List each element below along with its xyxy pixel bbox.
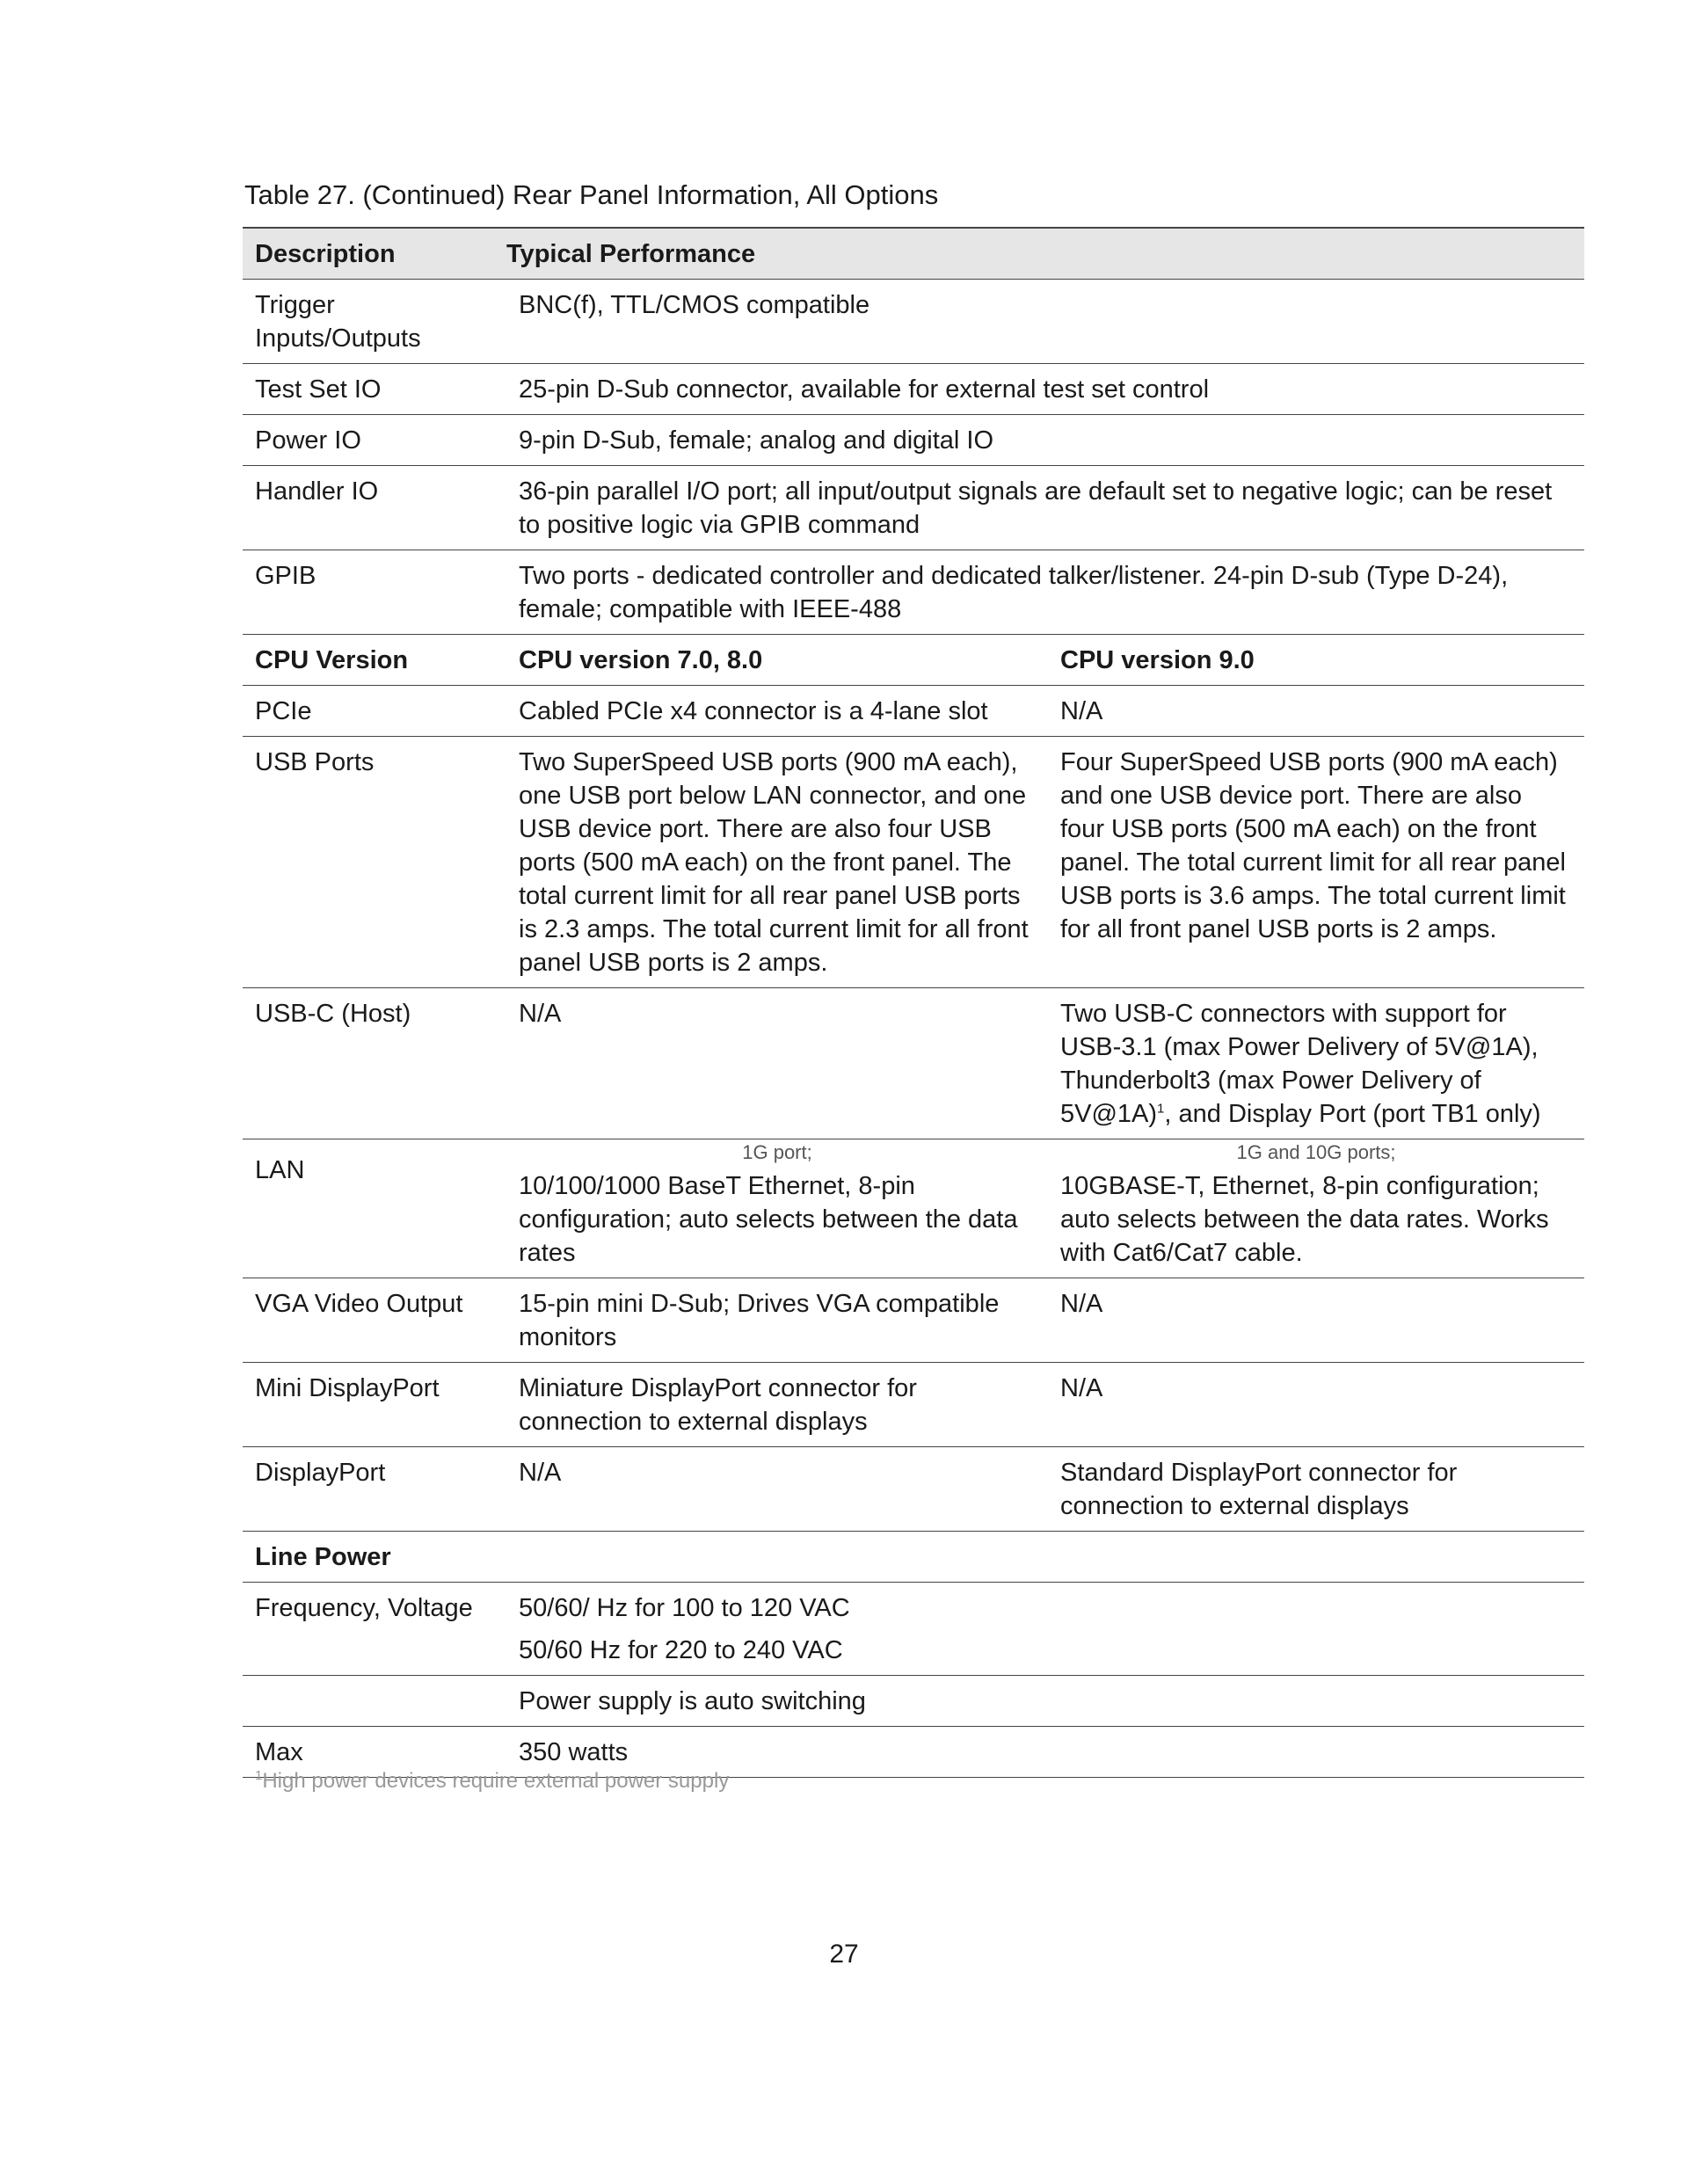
row-value-cpu78: N/A — [506, 988, 1048, 1139]
row-value-cpu9 — [1048, 988, 1584, 1139]
line-power-heading: Line Power — [243, 1532, 1584, 1583]
cpu-version-label: CPU Version — [243, 635, 506, 686]
footnote-ref: 1 — [1157, 1101, 1165, 1117]
lan-desc: 10GBASE-T, Ethernet, 8-pin configuration; auto selects between the data rates. Works with Cat6/Cat7 cable. — [1060, 1172, 1549, 1267]
row-label: DisplayPort — [243, 1447, 506, 1532]
cpu-version-9: CPU version 9.0 — [1048, 635, 1584, 686]
table-row — [243, 466, 1584, 550]
row-value: Two ports - dedicated controller and dedicated talker/listener. 24-pin D-sub (Type D-24), female; compatible with IEEE-488 — [506, 550, 1584, 635]
table-row — [243, 988, 1584, 1139]
line-power-header-row — [243, 1532, 1584, 1583]
row-value — [506, 1583, 1584, 1676]
table-row — [243, 737, 1584, 988]
row-value: BNC(f), TTL/CMOS compatible — [506, 280, 1584, 364]
table-row — [243, 1447, 1584, 1532]
lan-port-note: 1G and 10G ports; — [1236, 1141, 1396, 1163]
footnote-mark: 1 — [255, 1768, 263, 1783]
row-value-cpu9: N/A — [1048, 1278, 1584, 1363]
table-row — [243, 364, 1584, 415]
row-label: USB Ports — [243, 737, 506, 988]
row-label: Frequency, Voltage — [243, 1583, 506, 1676]
usbc-text: Two USB-C connectors with support for USB-3.1 (max Power Delivery of 5V@1A), Thunderbolt3 (max Power Delivery of 5V@1A) — [1060, 1000, 1539, 1128]
cpu-version-7-8: CPU version 7.0, 8.0 — [506, 635, 1048, 686]
table-header-row — [243, 228, 1584, 280]
row-value-cpu78: Cabled PCIe x4 connector is a 4-lane slot — [506, 686, 1048, 737]
row-label: Handler IO — [243, 466, 506, 550]
row-value: Power supply is auto switching — [506, 1676, 1584, 1727]
table-row — [243, 1676, 1584, 1727]
footnote — [255, 1769, 729, 1794]
row-label: VGA Video Output — [243, 1278, 506, 1363]
row-value: 350 watts — [506, 1727, 1584, 1778]
row-value-cpu78: N/A — [506, 1447, 1048, 1532]
freq-line-1: 50/60/ Hz for 100 to 120 VAC — [519, 1594, 850, 1622]
table-row-lan — [243, 1139, 1584, 1278]
row-label: GPIB — [243, 550, 506, 635]
row-value-cpu78 — [506, 1139, 1048, 1278]
lan-port-note: 1G port; — [742, 1141, 812, 1163]
table-row — [243, 550, 1584, 635]
row-value-cpu9: N/A — [1048, 1363, 1584, 1447]
row-label-empty — [243, 1676, 506, 1727]
row-value-cpu9: N/A — [1048, 686, 1584, 737]
page-number: 27 — [829, 1940, 859, 1969]
row-label: Mini DisplayPort — [243, 1363, 506, 1447]
rear-panel-table — [243, 227, 1584, 1778]
table-row — [243, 1278, 1584, 1363]
row-label: Trigger Inputs/Outputs — [243, 280, 506, 364]
header-typical-performance: Typical Performance — [506, 228, 1584, 280]
row-value: 25-pin D-Sub connector, available for external test set control — [506, 364, 1584, 415]
table-row — [243, 1363, 1584, 1447]
lan-desc: 10/100/1000 BaseT Ethernet, 8-pin configuration; auto selects between the data rates — [519, 1172, 1018, 1267]
row-value: 9-pin D-Sub, female; analog and digital IO — [506, 415, 1584, 466]
cpu-version-header-row — [243, 635, 1584, 686]
row-label: USB-C (Host) — [243, 988, 506, 1139]
row-value-cpu9: Four SuperSpeed USB ports (900 mA each) and one USB device port. There are also four USB ports (500 mA each) on the front panel. The total current limit for all rear panel USB ports is 3.6 amps. The total current limit for all front panel USB ports is 2 amps. — [1048, 737, 1584, 988]
row-value: 36-pin parallel I/O port; all input/output signals are default set to negative logic; can be reset to positive logic via GPIB command — [506, 466, 1584, 550]
table-title: Table 27. (Continued) Rear Panel Information, All Options — [244, 179, 939, 210]
row-label: Max — [243, 1727, 506, 1778]
usbc-text-tail: , and Display Port (port TB1 only) — [1164, 1100, 1541, 1128]
row-label: Test Set IO — [243, 364, 506, 415]
freq-line-2: 50/60 Hz for 220 to 240 VAC — [519, 1636, 843, 1664]
header-description: Description — [243, 228, 506, 280]
table-row — [243, 280, 1584, 364]
table-row — [243, 686, 1584, 737]
table-row — [243, 1583, 1584, 1676]
row-value-cpu78: Two SuperSpeed USB ports (900 mA each), one USB port below LAN connector, and one USB device port. There are also four USB ports (500 mA each) on the front panel. The total current limit for all rear panel USB ports is 2.3 amps. The total current limit for all front panel USB ports is 2 amps. — [506, 737, 1048, 988]
row-label: Power IO — [243, 415, 506, 466]
row-value-cpu9 — [1048, 1139, 1584, 1278]
row-value-cpu9: Standard DisplayPort connector for connection to external displays — [1048, 1447, 1584, 1532]
row-value-cpu78: Miniature DisplayPort connector for connection to external displays — [506, 1363, 1048, 1447]
footnote-text: High power devices require external power supply — [262, 1769, 730, 1793]
row-label: LAN — [243, 1139, 506, 1278]
table-row — [243, 415, 1584, 466]
row-value-cpu78: 15-pin mini D-Sub; Drives VGA compatible monitors — [506, 1278, 1048, 1363]
row-label: PCIe — [243, 686, 506, 737]
